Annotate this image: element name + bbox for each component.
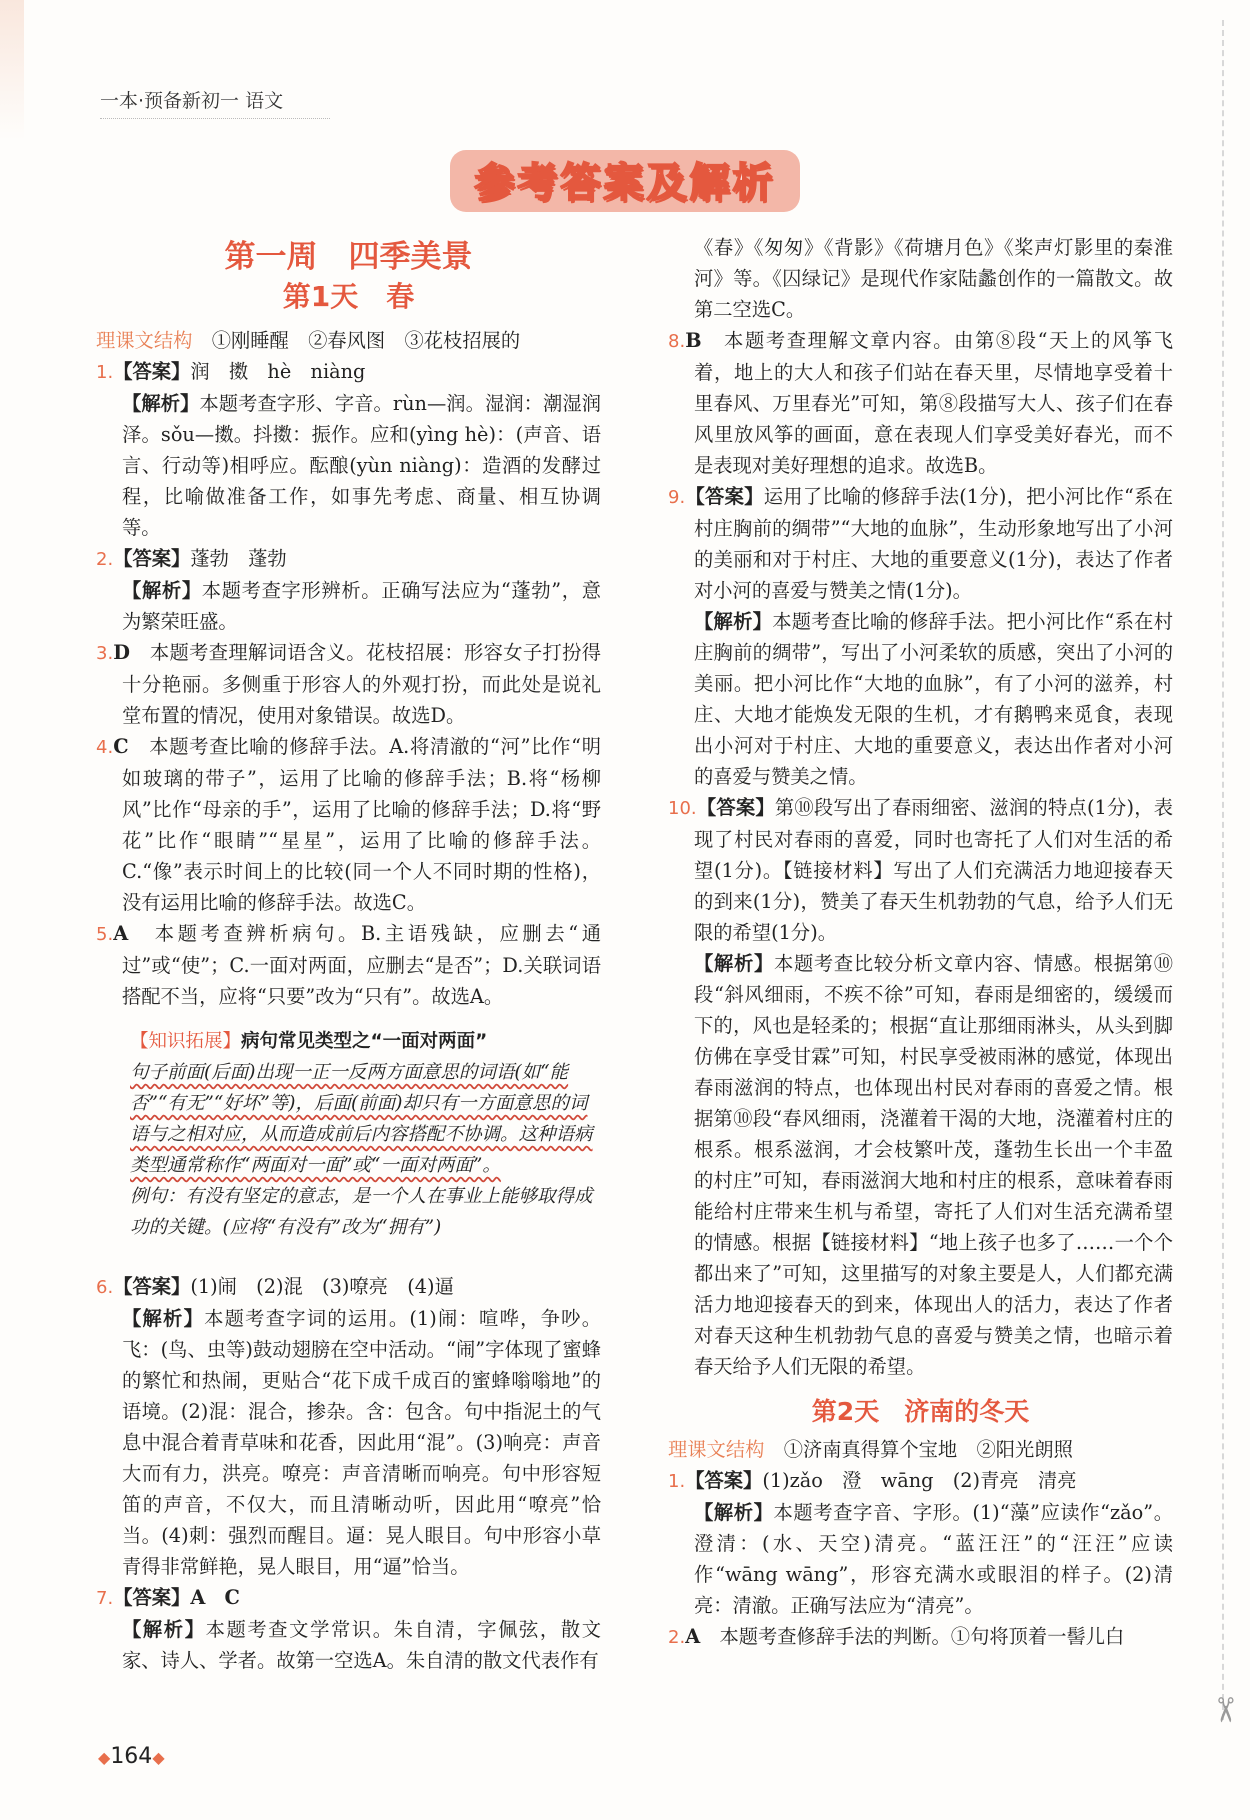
- question-6-answer: [96, 1271, 601, 1303]
- question-9-answer: [668, 481, 1173, 606]
- question-10-analysis: [668, 948, 1173, 1382]
- question-number: 1.: [668, 1471, 686, 1492]
- cut-line: [1222, 20, 1224, 1720]
- answer-letter: A: [685, 1625, 701, 1648]
- question-8: [668, 325, 1173, 481]
- answer-tag: 【答案】: [685, 485, 764, 508]
- day2-question-1-answer: [668, 1465, 1173, 1497]
- knowledge-box: [130, 1026, 600, 1243]
- analysis-tag: 【解析】: [694, 610, 773, 633]
- answer-tag: 【答案】: [113, 547, 191, 570]
- analysis-text: 本题考查修辞手法的判断。①句将顶着一髻儿白: [719, 1625, 1125, 1648]
- answer-text: 运用了比喻的修辞手法(1分)，把小河比作“系在村庄胸前的绸带”“大地的血脉”，生动形象地写出了小河的美丽和对于村庄、大地的重要意义(1分)，表达了作者对小河的喜爱与赞美之情(1分)。: [694, 485, 1174, 602]
- analysis-text: 本题考查字形辨析。正确写法应为“蓬勃”，意为繁荣旺盛。: [122, 579, 601, 633]
- diamond-icon: ◆: [152, 1748, 165, 1767]
- question-number: 10.: [668, 798, 697, 819]
- answer-letter: C: [113, 735, 129, 758]
- answer-text: (1)zǎo 澄 wāng (2)青亮 清亮: [762, 1469, 1077, 1492]
- day-title: 第1天 春: [282, 280, 415, 313]
- page-number: [98, 1744, 165, 1769]
- answer-letter: A: [113, 922, 129, 945]
- knowledge-body: [130, 1057, 600, 1181]
- analysis-tag: 【解析】: [122, 392, 200, 415]
- question-5: [96, 918, 601, 1012]
- answer-tag: 【答案】: [696, 796, 775, 819]
- question-4: [96, 731, 601, 918]
- answer-tag: 【答案】: [113, 1586, 191, 1609]
- answer-text: A C: [190, 1586, 240, 1609]
- analysis-tag: 【解析】: [122, 579, 202, 602]
- day2-question-1-analysis: [668, 1497, 1173, 1621]
- knowledge-example: 例句：有没有坚定的意志，是一个人在事业上能够取得成功的关键。(应将“有没有”改为“拥有”): [130, 1186, 593, 1238]
- analysis-text: 本题考查比较分析文章内容、情感。根据第⑩段“斜风细雨，不疾不徐”可知，春雨是细密的，缓缓而下的，风也是轻柔的；根据“直让那细雨淋头，从头到脚仿佛在享受甘霖”可知，村民享受被雨淋的感觉，体现出春雨滋润的特点，也体现出村民对春雨的喜爱之情。根据第⑩段“春风细雨，浇灌着干渴的大地，浇灌着村庄的根系。根系滋润，才会枝繁叶茂，蓬勃生长出一个丰盈的村庄”可知，春雨滋润大地和村庄的根系，意味着春雨能给村庄带来生机与希望，寄托了人们对生活充满希望的情感。根据【链接材料】“地上孩子也多了……一个个都出来了”可知，这里描写的对象主要是人，人们都充满活力地迎接春天的到来，体现出人的活力，表达了作者对春天这种生机勃勃气息的喜爱与赞美之情，也暗示着春天给予人们无限的希望。: [694, 952, 1173, 1378]
- question-7-continued: 《春》《匆匆》《背影》《荷塘月色》《桨声灯影里的秦淮河》等。《囚绿记》是现代作家陆蠡创作的一篇散文。故第二空选C。: [694, 236, 1173, 321]
- corner-accent: [0, 0, 24, 140]
- knowledge-title: 病句常见类型之“一面对两面”: [241, 1031, 488, 1052]
- analysis-text: 本题考查字词的运用。(1)闹：喧哗，争吵。飞：(鸟、虫等)鼓动翅膀在空中活动。“闹”字体现了蜜蜂的繁忙和热闹，更贴合“花下成千成百的蜜蜂嗡嗡地”的语境。(2)混：混合，掺杂。含：包含。句中指泥土的气息中混合着青草味和花香，因此用“混”。(3)响亮：声音大而有力，洪亮。嘹亮：声音清晰而响亮。句中形容短笛的声音，不仅大，而且清晰动听，因此用“嘹亮”恰当。(4)刺：强烈而醒目。逼：晃人眼目。句中形容小草青得非常鲜艳，晃人眼目，用“逼”恰当。: [122, 1307, 601, 1578]
- answer-letter: D: [113, 641, 130, 664]
- question-7-answer: [96, 1582, 601, 1614]
- question-2-answer: [96, 543, 601, 575]
- header-divider: [100, 118, 330, 119]
- structure-line: [96, 325, 601, 356]
- analysis-text: 本题考查比喻的修辞手法。把小河比作“系在村庄胸前的绸带”，写出了小河柔软的质感，突出了小河的美丽。把小河比作“大地的血脉”，有了小河的滋养，村庄、大地才能焕发无限的生机，才有鹅鸭来觅食，表现出小河对于村庄、大地的重要意义，表达出作者对小河的喜爱与赞美之情。: [694, 610, 1174, 788]
- question-7-analysis: [96, 1614, 601, 1676]
- page-number-text: 164: [110, 1744, 153, 1769]
- question-number: 6.: [96, 1277, 114, 1298]
- analysis-text: 本题考查字形、字音。rùn—润。湿润：潮湿润泽。sǒu—擞。抖擞：振作。应和(yìng hè)：(声音、语言、行动等)相呼应。酝酿(yùn niàng)：造酒的发酵过程，比喻做准备工作，如事先考虑、商量、相互协调等。: [122, 392, 602, 539]
- scissors-icon: ✂: [1203, 1695, 1244, 1725]
- question-number: 8.: [668, 331, 686, 352]
- week-title: 第一周 四季美景: [224, 239, 473, 275]
- knowledge-text: 句子前面(后面)出现一正一反两方面意思的词语(如“能否”“有无”“好坏”等)，后面(前面)却只有一方面意思的词语与之相对应，从而造成前后内容搭配不协调。这种语病类型通常称作“两面对一面”或“一面对两面”。: [130, 1062, 593, 1176]
- question-number: 4.: [96, 737, 114, 758]
- analysis-tag: 【解析】: [122, 1618, 206, 1641]
- analysis-tag: 【解析】: [694, 952, 774, 975]
- right-column: [668, 232, 1173, 1653]
- question-number: 2.: [96, 549, 114, 570]
- answer-tag: 【答案】: [113, 360, 191, 383]
- question-9-analysis: [668, 606, 1173, 792]
- left-column: [96, 232, 601, 1676]
- question-3: [96, 637, 601, 731]
- structure-line-day2: [668, 1434, 1173, 1465]
- question-number: 1.: [96, 362, 114, 383]
- answer-text: 蓬勃 蓬勃: [190, 547, 287, 570]
- analysis-tag: 【解析】: [694, 1501, 774, 1524]
- answer-tag: 【答案】: [685, 1469, 763, 1492]
- diamond-icon: ◆: [98, 1748, 111, 1767]
- day-2-title: 第2天 济南的冬天: [811, 1397, 1030, 1426]
- day2-question-2: [668, 1621, 1173, 1653]
- question-number: 9.: [668, 487, 686, 508]
- banner-title: 参考答案及解析: [474, 159, 776, 206]
- analysis-text: 本题考查字音、字形。(1)“藻”应读作“zǎo”。澄清：(水、天空)清亮。“蓝汪汪”的“汪汪”应读作“wāng wāng”，形容充满水或眼泪的样子。(2)清亮：清澈。正确写法应为“清亮”。: [694, 1501, 1173, 1617]
- analysis-text: 本题考查比喻的修辞手法。A.将清澈的“河”比作“明如玻璃的带子”，运用了比喻的修辞手法；B.将“杨柳风”比作“母亲的手”，运用了比喻的修辞手法；D.将“野花”比作“眼睛”“星星”，运用了比喻的修辞手法。C.“像”表示时间上的比较(同一个人不同时期的性格)，没有运用比喻的修辞手法。故选C。: [122, 735, 602, 914]
- analysis-text: 本题考查理解文章内容。由第⑧段“天上的风筝飞着，地上的大人和孩子们站在春天里，尽情地享受着十里春风、万里春光”可知，第⑧段描写大人、孩子们在春风里放风筝的画面，意在表现人们享受美好春光，而不是表现对美好理想的追求。故选B。: [694, 329, 1174, 477]
- knowledge-heading: [130, 1026, 600, 1057]
- analysis-text: 本题考查文学常识。朱自清，字佩弦，散文家、诗人、学者。故第一空选A。朱自清的散文代表作有: [122, 1618, 602, 1672]
- answer-tag: 【答案】: [113, 1275, 191, 1298]
- question-10-answer: [668, 792, 1173, 948]
- page-banner: [450, 150, 800, 212]
- question-number: 5.: [96, 924, 114, 945]
- structure-label: 理课文结构: [668, 1438, 765, 1461]
- answer-text: 第⑩段写出了春雨细密、滋润的特点(1分)，表现了村民对春雨的喜爱，同时也寄托了人们对生活的希望(1分)。【链接材料】写出了人们充满活力地迎接春天的到来(1分)，赞美了春天生机勃勃的气息，给予人们无限的希望(1分)。: [694, 796, 1174, 944]
- question-2-analysis: [96, 575, 601, 637]
- answer-text: (1)闹 (2)混 (3)嘹亮 (4)逼: [190, 1275, 454, 1298]
- question-number: 2.: [668, 1627, 686, 1648]
- answer-letter: B: [685, 329, 702, 352]
- answer-text: 润 擞 hè niàng: [190, 360, 366, 383]
- analysis-text: 本题考查理解词语含义。花枝招展：形容女子打扮得十分艳丽。多侧重于形容人的外观打扮，而此处是说礼堂布置的情况，使用对象错误。故选D。: [122, 641, 602, 727]
- analysis-text: 本题考查辨析病句。B.主语残缺，应删去“通过”或“使”；C.一面对两面，应删去“是否”；D.关联词语搭配不当，应将“只要”改为“只有”。故选A。: [122, 922, 602, 1008]
- question-1-analysis: [96, 388, 601, 543]
- book-header: 一本·预备新初一 语文: [100, 90, 284, 112]
- structure-text: ①刚睡醒 ②春风图 ③花枝招展的: [211, 329, 521, 352]
- structure-text: ①济南真得算个宝地 ②阳光朗照: [783, 1438, 1073, 1461]
- analysis-tag: 【解析】: [122, 1307, 205, 1330]
- question-1-answer: [96, 356, 601, 388]
- question-number: 7.: [96, 1588, 114, 1609]
- structure-label: 理课文结构: [96, 329, 193, 352]
- question-6-analysis: [96, 1303, 601, 1582]
- question-number: 3.: [96, 643, 114, 664]
- knowledge-tag: 【知识拓展】: [130, 1031, 242, 1052]
